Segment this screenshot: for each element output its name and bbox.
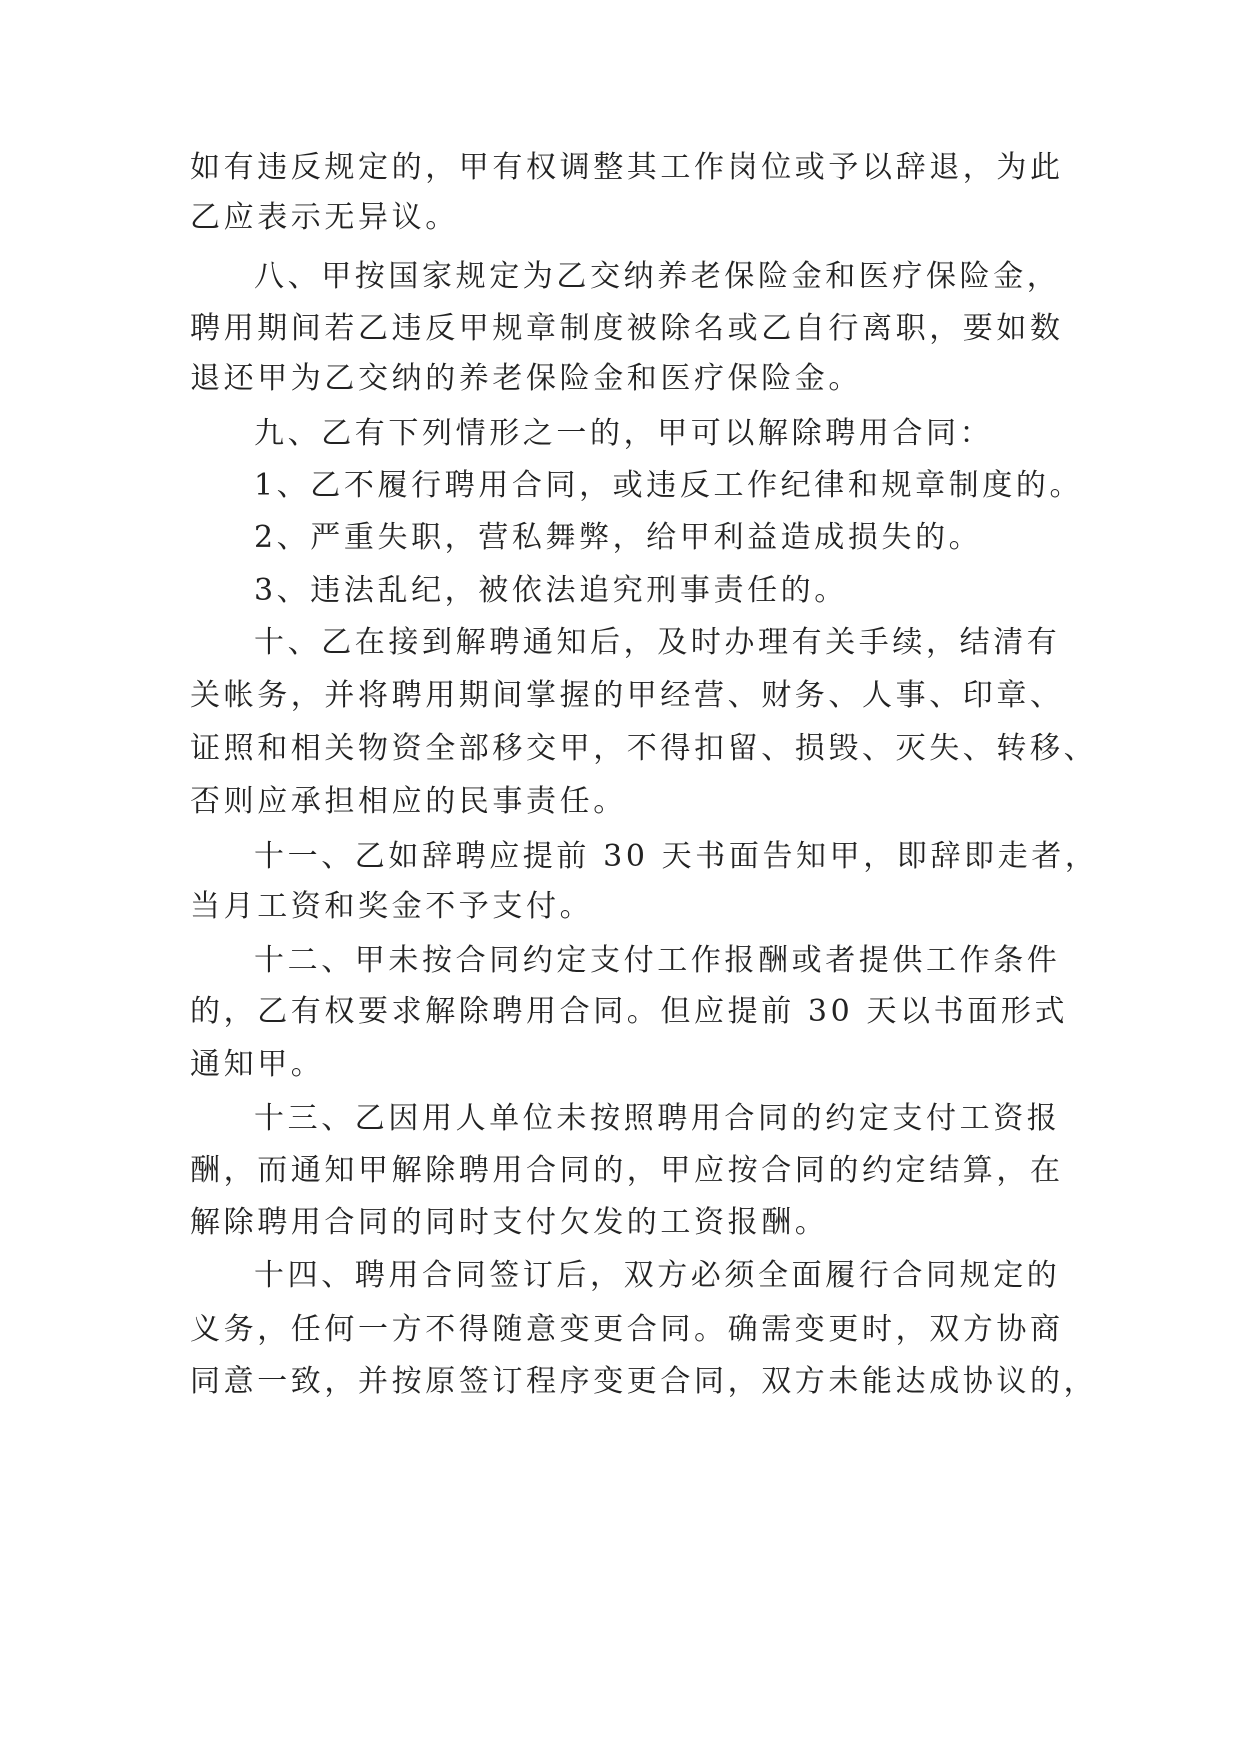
text-line: 关帐务，并将聘用期间掌握的甲经营、财务、人事、印章、 xyxy=(190,678,1064,713)
text-line: 通知甲。 xyxy=(190,1047,325,1082)
text-line: 酬，而通知甲解除聘用合同的，甲应按合同的约定结算，在 xyxy=(190,1153,1064,1188)
paragraph-10-line: 十、乙在接到解聘通知后，及时办理有关手续，结清有 xyxy=(254,625,1061,660)
text-line: 退还甲为乙交纳的养老保险金和医疗保险金。 xyxy=(190,361,862,396)
text-line: 解除聘用合同的同时支付欠发的工资报酬。 xyxy=(190,1205,829,1240)
list-item-2: 2、严重失职，营私舞弊，给甲利益造成损失的。 xyxy=(254,520,983,555)
text-line: 义务，任何一方不得随意变更合同。确需变更时，双方协商 xyxy=(190,1312,1064,1347)
text-line: 乙应表示无异议。 xyxy=(190,200,459,235)
text-line: 同意一致，并按原签订程序变更合同，双方未能达成协议的， xyxy=(190,1364,1098,1399)
paragraph-14-line: 十四、聘用合同签订后，双方必须全面履行合同规定的 xyxy=(254,1258,1061,1293)
paragraph-9-line: 九、乙有下列情形之一的，甲可以解除聘用合同： xyxy=(254,416,994,451)
text-line: 证照和相关物资全部移交甲，不得扣留、损毁、灭失、转移、 xyxy=(190,731,1098,766)
text-line: 的，乙有权要求解除聘用合同。但应提前 30 天以书面形式 xyxy=(190,994,1069,1029)
text-line: 否则应承担相应的民事责任。 xyxy=(190,784,627,819)
paragraph-13-line: 十三、乙因用人单位未按照聘用合同的约定支付工资报 xyxy=(254,1101,1061,1136)
paragraph-11-line: 十一、乙如辞聘应提前 30 天书面告知甲，即辞即走者， xyxy=(254,839,1099,874)
paragraph-8-line: 八、甲按国家规定为乙交纳养老保险金和医疗保险金， xyxy=(254,259,1061,294)
text-line: 当月工资和奖金不予支付。 xyxy=(190,889,594,924)
text-line: 如有违反规定的，甲有权调整其工作岗位或予以辞退，为此 xyxy=(190,150,1064,185)
paragraph-12-line: 十二、甲未按合同约定支付工作报酬或者提供工作条件 xyxy=(254,943,1061,978)
list-item-3: 3、违法乱纪，被依法追究刑事责任的。 xyxy=(254,573,848,608)
text-line: 聘用期间若乙违反甲规章制度被除名或乙自行离职，要如数 xyxy=(190,311,1064,346)
list-item-1: 1、乙不履行聘用合同，或违反工作纪律和规章制度的。 xyxy=(254,468,1084,503)
